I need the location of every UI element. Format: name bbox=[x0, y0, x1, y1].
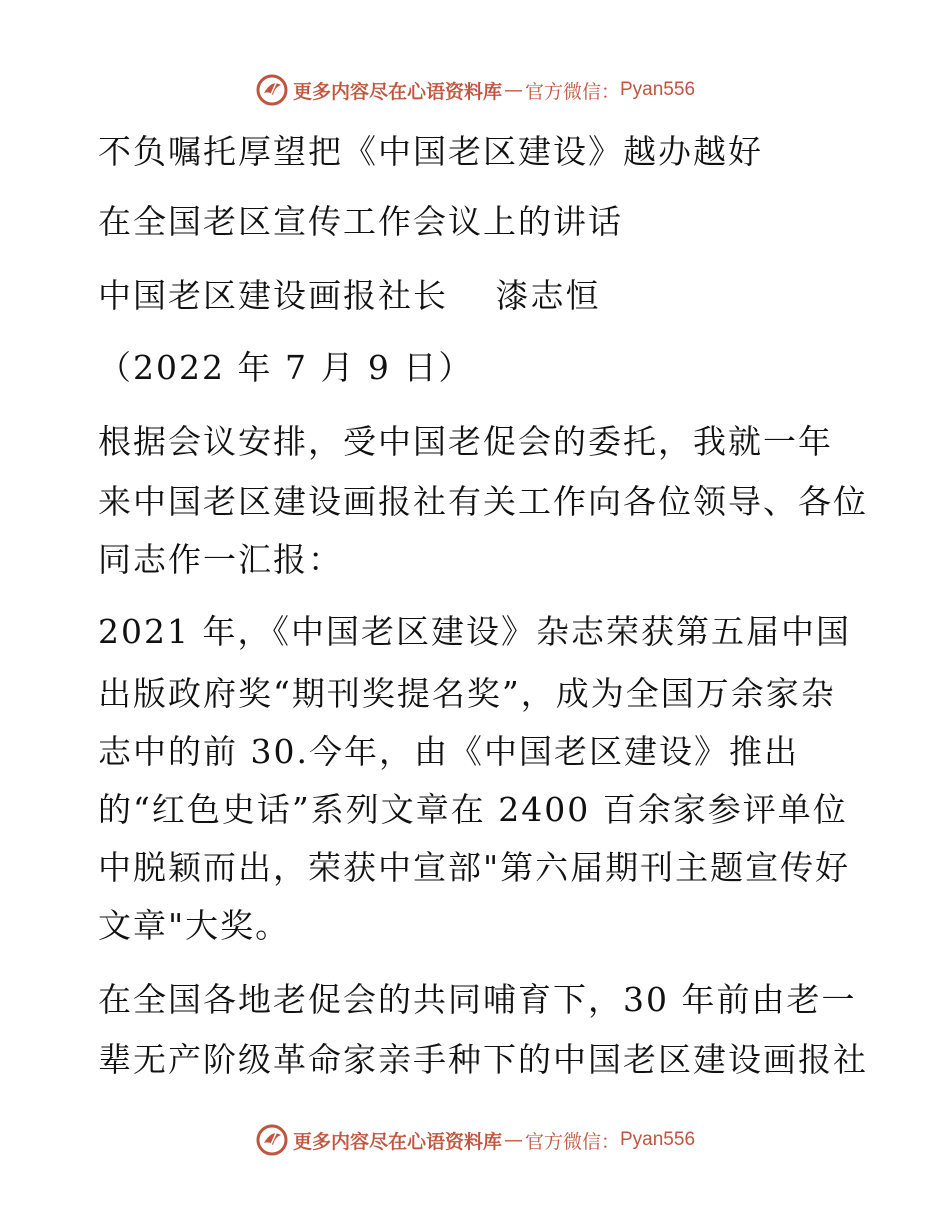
paragraph-line: 根据会议安排，受中国老促会的委托，我就一年 bbox=[98, 422, 833, 461]
header-watermark bbox=[0, 70, 950, 110]
watermark-label: 官方微信： bbox=[524, 1130, 620, 1153]
document-subtitle: 在全国老区宣传工作会议上的讲话 bbox=[98, 202, 623, 241]
watermark-label: 官方微信： bbox=[524, 80, 620, 103]
document-title: 不负嘱托厚望把《中国老区建设》越办越好 bbox=[98, 132, 763, 171]
watermark-id: Pyan556 bbox=[620, 1129, 696, 1150]
document-author: 中国老区建设画报社长 漆志恒 bbox=[98, 276, 601, 315]
footer-watermark bbox=[0, 1120, 950, 1160]
watermark-logo-icon bbox=[255, 73, 289, 107]
paragraph-line: 文章"大奖。 bbox=[98, 906, 291, 945]
watermark-site-name: 更多内容尽在心语资料库 bbox=[292, 1130, 502, 1153]
paragraph-line: 2021 年，《中国老区建设》杂志荣获第五届中国 bbox=[98, 612, 851, 651]
paragraph-line: 来中国老区建设画报社有关工作向各位领导、各位 bbox=[98, 482, 868, 521]
watermark-id: Pyan556 bbox=[620, 79, 696, 100]
watermark-site-name: 更多内容尽在心语资料库 bbox=[292, 80, 502, 103]
paragraph-line: 同志作一汇报： bbox=[98, 540, 343, 579]
paragraph-line: 在全国各地老促会的共同哺育下，30 年前由老一 bbox=[98, 980, 857, 1019]
paragraph-line: 出版政府奖“期刊奖提名奖”，成为全国万余家杂 bbox=[98, 674, 836, 713]
watermark-logo-icon bbox=[255, 1123, 289, 1157]
paragraph-line: 中脱颖而出，荣获中宣部"第六届期刊主题宣传好 bbox=[98, 848, 851, 887]
watermark-separator: — bbox=[503, 1129, 523, 1151]
paragraph-line: 辈无产阶级革命家亲手种下的中国老区建设画报社 bbox=[98, 1040, 868, 1079]
document-date: （2022 年 7 月 9 日） bbox=[98, 348, 474, 387]
paragraph-line: 志中的前 30.今年，由《中国老区建设》推出 bbox=[98, 732, 799, 771]
paragraph-line: 的“红色史话”系列文章在 2400 百余家参评单位 bbox=[98, 790, 848, 829]
watermark-separator: — bbox=[503, 79, 523, 101]
